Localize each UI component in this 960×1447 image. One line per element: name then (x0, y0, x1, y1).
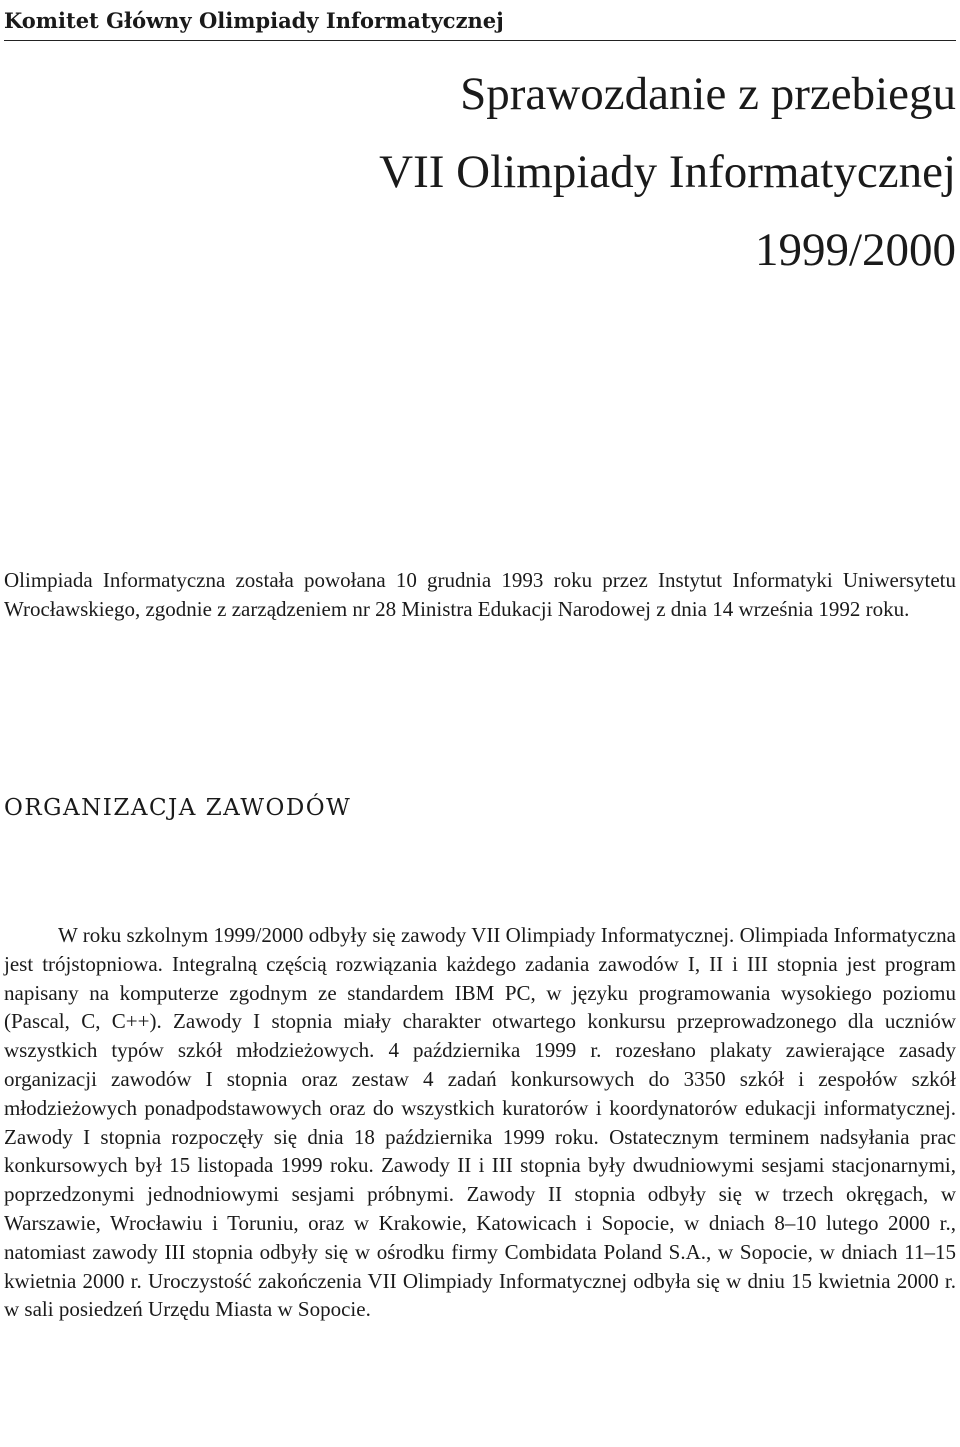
page-header (4, 6, 956, 41)
committee-name: Komitet Główny Olimpiady Informatycznej (4, 8, 504, 33)
report-title-year: 1999/2000 (754, 224, 956, 276)
section-heading: ORGANIZACJA ZAWODÓW (4, 795, 352, 821)
report-title-line-1: Sprawozdanie z przebiegu (460, 68, 956, 120)
section-body-paragraph: W roku szkolnym 1999/2000 odbyły się zawody VII Olimpiady Informatycznej. Olimpiada Informatyczna jest trójstopniowa. Integralną częścią rozwiązania każdego zadania zawodów I, II i III stopnia jest program napisany na komputerze zgodnym ze standardem IBM PC, w języku programowania wysokiego poziomu (Pascal, C, C++). Zawody I stopnia miały charakter otwartego konkursu przeprowadzonego dla uczniów wszystkich typów szkół młodzieżowych. 4 października 1999 r. rozesłano plakaty zawierające zasady organizacji zawodów I stopnia oraz zestaw 4 zadań konkursowych do 3350 szkół i zespołów szkół młodzieżowych ponadpodstawowych oraz do wszystkich kuratorów i koordynatorów edukacji informatycznej. Zawody I stopnia rozpoczęły się dnia 18 października 1999 roku. Ostatecznym terminem nadsyłania prac konkursowych był 15 listopada 1999 roku. Zawody II i III stopnia były dwudniowymi sesjami stacjonarnymi, poprzedzonymi jednodniowymi sesjami próbnymi. Zawody II stopnia odbyły się w trzech okręgach, w Warszawie, Wrocławiu i Toruniu, oraz w Krakowie, Katowicach i Sopocie, w dniach 8–10 lutego 2000 r., natomiast zawody III stopnia odbyły się w ośrodku firmy Combidata Poland S.A., w Sopocie, w dniach 11–15 kwietnia 2000 r. Uroczystość zakończenia VII Olimpiady Informatycznej odbyła się w dniu 15 kwietnia 2000 r. w sali posiedzeń Urzędu Miasta w Sopocie. (4, 923, 956, 1322)
intro-paragraph: Olimpiada Informatyczna została powołana 10 grudnia 1993 roku przez Instytut Informatyki Uniwersytetu Wrocławskiego, zgodnie z zarządzeniem nr 28 Ministra Edukacji Narodowej z dnia 14 września 1992 roku. (4, 568, 956, 621)
report-title-line-2: VII Olimpiady Informatycznej (379, 146, 956, 198)
